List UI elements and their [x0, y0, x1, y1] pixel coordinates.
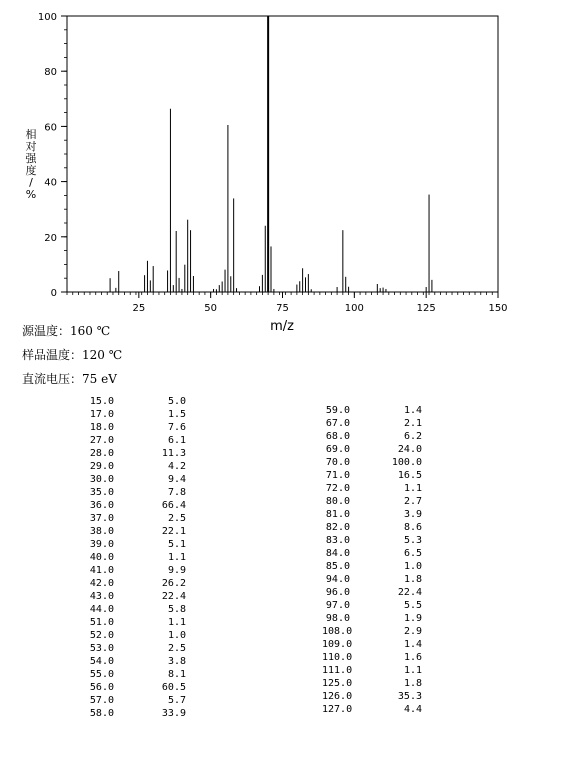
abundance-value: 5.1: [167, 539, 186, 550]
mz-value: 36.0: [89, 500, 114, 511]
abundance-value: 2.5: [167, 643, 186, 654]
x-tick-label: 50: [204, 303, 218, 314]
mz-value: 52.0: [89, 630, 114, 641]
mz-value: 70.0: [325, 457, 350, 468]
table-row: [322, 599, 422, 612]
mz-value: 37.0: [89, 513, 114, 524]
abundance-value: 2.1: [403, 418, 422, 429]
mz-value: 43.0: [89, 591, 114, 602]
table-row: [86, 707, 186, 720]
abundance-value: 11.3: [161, 448, 186, 459]
table-row: [86, 486, 186, 499]
table-row: [86, 538, 186, 551]
table-row: [322, 404, 422, 417]
table-row: [322, 430, 422, 443]
abundance-value: 1.1: [403, 483, 422, 494]
mass-spectrum-chart: [0, 0, 570, 340]
abundance-value: 6.2: [403, 431, 422, 442]
mz-value: 72.0: [325, 483, 350, 494]
abundance-value: 35.3: [397, 691, 422, 702]
table-row: [322, 651, 422, 664]
mz-value: 30.0: [89, 474, 114, 485]
abundance-value: 9.4: [167, 474, 186, 485]
mz-value: 38.0: [89, 526, 114, 537]
mz-value: 98.0: [325, 613, 350, 624]
table-row: [322, 547, 422, 560]
mz-value: 51.0: [89, 617, 114, 628]
mz-value: 40.0: [89, 552, 114, 563]
x-axis-label: m/z: [270, 319, 294, 334]
table-row: [86, 655, 186, 668]
table-row: [322, 612, 422, 625]
abundance-value: 22.1: [161, 526, 186, 537]
table-row: [86, 512, 186, 525]
table-row: [86, 525, 186, 538]
table-row: [86, 564, 186, 577]
abundance-value: 26.2: [161, 578, 186, 589]
abundance-value: 100.0: [391, 457, 422, 468]
y-tick-label: 60: [44, 122, 57, 134]
dc-voltage-label: 直流电压：: [22, 372, 83, 386]
table-row: [86, 694, 186, 707]
abundance-value: 1.1: [167, 617, 186, 628]
mz-value: 55.0: [89, 669, 114, 680]
abundance-value: 1.1: [403, 665, 422, 676]
abundance-value: 60.5: [161, 682, 186, 693]
table-row: [86, 408, 186, 421]
abundance-value: 1.6: [403, 652, 422, 663]
abundance-value: 5.0: [167, 396, 186, 407]
x-tick-label: 25: [132, 303, 146, 314]
mz-value: 41.0: [89, 565, 114, 576]
abundance-value: 8.6: [403, 522, 422, 533]
table-row: [86, 447, 186, 460]
abundance-value: 1.4: [403, 405, 422, 416]
table-row: [322, 482, 422, 495]
mz-value: 35.0: [89, 487, 114, 498]
mz-value: 67.0: [325, 418, 350, 429]
mz-value: 68.0: [325, 431, 350, 442]
abundance-value: 4.4: [403, 704, 422, 715]
table-row: [322, 417, 422, 430]
mz-value: 57.0: [89, 695, 114, 706]
mz-value: 28.0: [89, 448, 114, 459]
mz-value: 97.0: [325, 600, 350, 611]
abundance-value: 5.7: [167, 695, 186, 706]
abundance-value: 5.3: [403, 535, 422, 546]
abundance-value: 1.9: [403, 613, 422, 624]
dc-voltage-value: 75 eV: [82, 372, 117, 386]
abundance-value: 9.9: [167, 565, 186, 576]
table-row: [86, 668, 186, 681]
abundance-value: 22.4: [161, 591, 186, 602]
mz-value: 27.0: [89, 435, 114, 446]
mz-value: 42.0: [89, 578, 114, 589]
mz-value: 71.0: [325, 470, 350, 481]
table-row: [86, 681, 186, 694]
mz-value: 56.0: [89, 682, 114, 693]
y-tick-label: 80: [44, 67, 57, 79]
table-row: [86, 577, 186, 590]
dc-voltage: [22, 370, 117, 387]
mz-value: 53.0: [89, 643, 114, 654]
table-row: [322, 573, 422, 586]
abundance-value: 1.0: [167, 630, 186, 641]
table-row: [86, 616, 186, 629]
y-axis-label: 相对强度/ %: [25, 128, 37, 201]
mz-value: 80.0: [325, 496, 350, 507]
table-row: [322, 495, 422, 508]
peak-table-right: [322, 404, 422, 716]
abundance-value: 1.5: [167, 409, 186, 420]
table-row: [322, 703, 422, 716]
abundance-value: 6.5: [403, 548, 422, 559]
plot-frame: [67, 16, 498, 292]
mz-value: 15.0: [89, 396, 114, 407]
table-row: [322, 677, 422, 690]
abundance-value: 1.0: [403, 561, 422, 572]
source-temperature-label: 源温度：: [22, 324, 71, 338]
mz-value: 111.0: [322, 665, 353, 676]
sample-temperature-value: 120 ℃: [82, 348, 123, 362]
abundance-value: 3.8: [167, 656, 186, 667]
x-tick-label: 75: [276, 303, 289, 314]
mz-value: 110.0: [322, 652, 353, 663]
x-tick-label: 125: [416, 303, 436, 314]
abundance-value: 2.5: [167, 513, 186, 524]
mz-value: 54.0: [89, 656, 114, 667]
abundance-value: 7.8: [167, 487, 186, 498]
abundance-value: 6.1: [167, 435, 186, 446]
abundance-value: 5.8: [167, 604, 186, 615]
table-row: [86, 421, 186, 434]
abundance-value: 1.1: [167, 552, 186, 563]
table-row: [322, 521, 422, 534]
abundance-value: 16.5: [397, 470, 422, 481]
table-row: [86, 395, 186, 408]
x-tick-label: 100: [344, 303, 364, 314]
mz-value: 44.0: [89, 604, 114, 615]
mz-value: 29.0: [89, 461, 114, 472]
abundance-value: 22.4: [397, 587, 422, 598]
y-tick-label: 40: [44, 177, 57, 189]
table-row: [322, 469, 422, 482]
source-temperature: [22, 322, 110, 339]
peak-table-left: [86, 395, 186, 720]
table-row: [322, 586, 422, 599]
abundance-value: 3.9: [403, 509, 422, 520]
abundance-value: 1.4: [403, 639, 422, 650]
mz-value: 108.0: [322, 626, 353, 637]
mz-value: 126.0: [322, 691, 353, 702]
abundance-value: 7.6: [167, 422, 186, 433]
table-row: [86, 642, 186, 655]
mz-value: 59.0: [325, 405, 350, 416]
mz-value: 127.0: [322, 704, 353, 715]
y-tick-label: 20: [44, 232, 57, 244]
table-row: [322, 456, 422, 469]
mz-value: 125.0: [322, 678, 353, 689]
table-row: [86, 603, 186, 616]
table-row: [86, 629, 186, 642]
mz-value: 39.0: [89, 539, 114, 550]
sample-temperature: [22, 346, 122, 363]
mz-value: 18.0: [89, 422, 114, 433]
mz-value: 17.0: [89, 409, 114, 420]
table-row: [322, 560, 422, 573]
mz-value: 84.0: [325, 548, 350, 559]
abundance-value: 33.9: [161, 708, 186, 719]
table-row: [86, 499, 186, 512]
table-row: [86, 460, 186, 473]
source-temperature-value: 160 ℃: [70, 324, 111, 338]
mz-value: 85.0: [325, 561, 350, 572]
mz-value: 109.0: [322, 639, 353, 650]
table-row: [322, 625, 422, 638]
abundance-value: 1.8: [403, 678, 422, 689]
mz-value: 81.0: [325, 509, 350, 520]
table-row: [86, 473, 186, 486]
mz-value: 94.0: [325, 574, 350, 585]
abundance-value: 8.1: [167, 669, 186, 680]
mz-value: 96.0: [325, 587, 350, 598]
table-row: [322, 534, 422, 547]
mz-value: 82.0: [325, 522, 350, 533]
abundance-value: 2.9: [403, 626, 422, 637]
table-row: [322, 664, 422, 677]
table-row: [86, 551, 186, 564]
abundance-value: 5.5: [403, 600, 422, 611]
y-tick-label: 0: [50, 288, 57, 299]
abundance-value: 24.0: [397, 444, 422, 455]
abundance-value: 66.4: [161, 500, 186, 511]
abundance-value: 4.2: [167, 461, 186, 472]
table-row: [322, 638, 422, 651]
table-row: [322, 690, 422, 703]
sample-temperature-label: 样品温度：: [22, 348, 83, 362]
table-row: [86, 434, 186, 447]
table-row: [322, 508, 422, 521]
x-tick-label: 150: [488, 303, 508, 314]
abundance-value: 1.8: [403, 574, 422, 585]
mz-value: 69.0: [325, 444, 350, 455]
y-tick-label: 100: [37, 12, 57, 23]
table-row: [322, 443, 422, 456]
mz-value: 58.0: [89, 708, 114, 719]
abundance-value: 2.7: [403, 496, 422, 507]
mz-value: 83.0: [325, 535, 350, 546]
table-row: [86, 590, 186, 603]
